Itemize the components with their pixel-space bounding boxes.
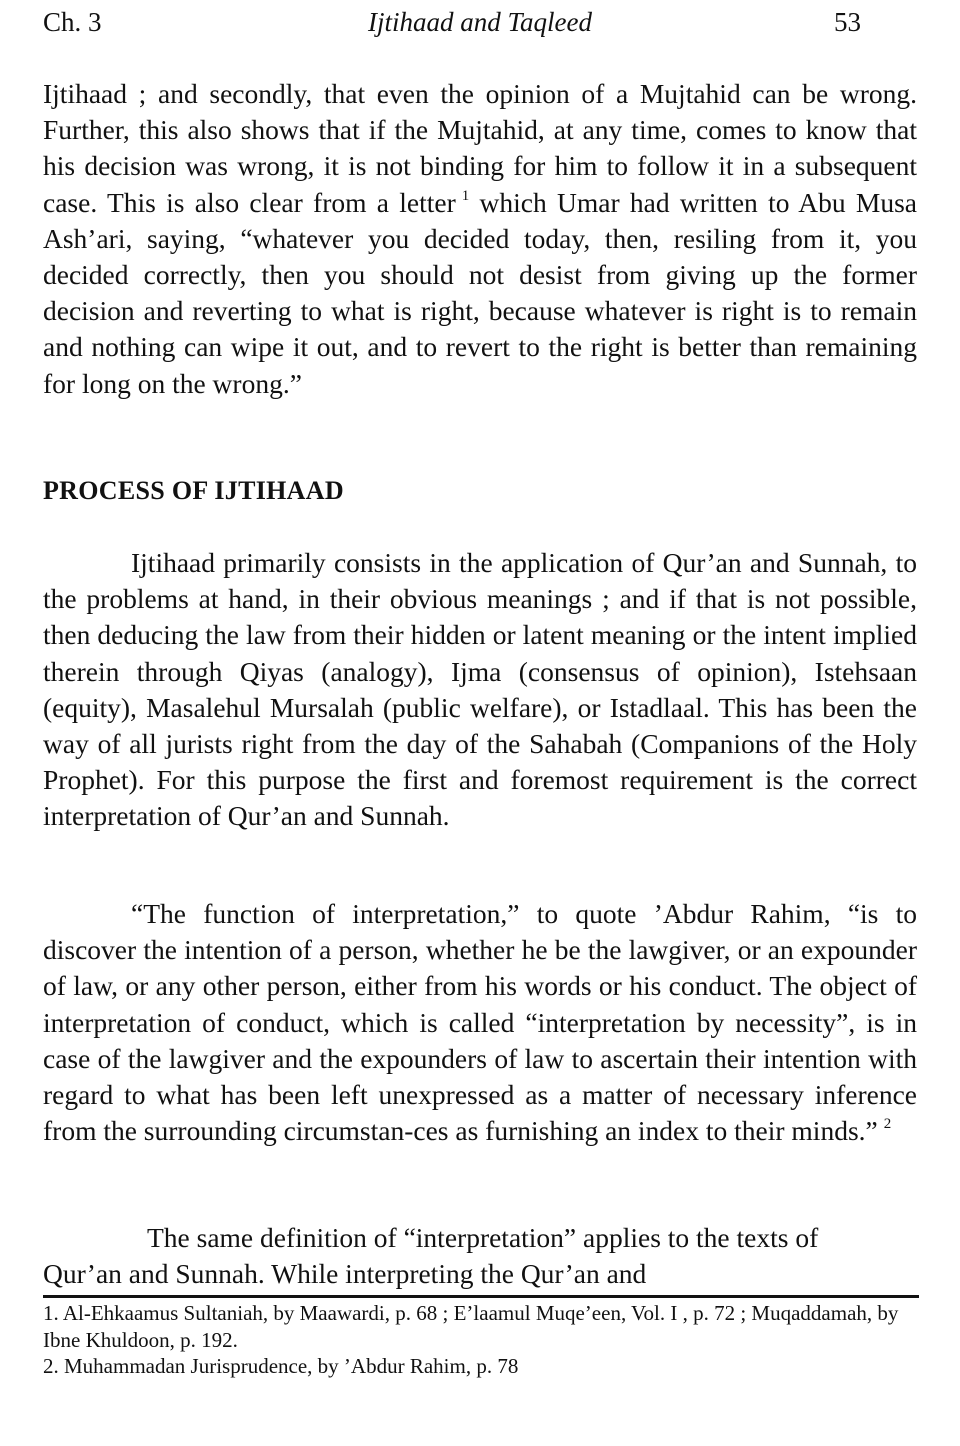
footnote-2: 2. Muhammadan Jurisprudence, by ’Abdur Rahim, p. 78 xyxy=(43,1354,519,1378)
page-number: 53 xyxy=(834,7,861,37)
footnote-1: 1. Al-Ehkaamus Sultaniah, by Maawardi, p. 68 ; E’laamul Muqe’een, Vol. I , p. 72 ; Muqaddamah, by Ibne Khuldoon, p. 192. xyxy=(43,1301,899,1352)
running-header xyxy=(43,4,917,40)
footnote-ref-2[interactable]: 2 xyxy=(883,1116,892,1133)
paragraph-line-1: The same definition of “interpretation” applies to the texts of xyxy=(147,1222,819,1253)
paragraph-line-2: Qur’an and Sunnah. While interpreting the Qur’an and xyxy=(43,1258,647,1290)
paragraph-process: Ijtihaad primarily consists in the application of Qur’an and Sunnah, to the problems at hand, in their obvious meanings ; and if that is not possible, then deducing the law from their hidden or latent meaning or the intent implied therein through Qiyas (analogy), Ijma (consensus of opinion), Istehsaan (equity), Masalehul Mursalah (public welfare), or Istadlaal. This has been the way of all jurists right from the day of the Sahabah (Companions of the Holy Prophet). For this purpose the first and foremost requirement is the correct interpretation of Qur’an and Sunnah. xyxy=(43,547,917,832)
chapter-label: Ch. 3 xyxy=(43,7,102,37)
running-title: Ijtihaad and Taqleed xyxy=(367,7,592,37)
footnote-divider xyxy=(43,1295,919,1298)
paragraph-text-continued: which Umar had written to Abu Musa Ash’ari, saying, “whatever you decided today, then, resiling from it, you decided correctly, then you should not desist from giving up the former decision and reverting to what is right, because whatever is right is to remain and nothing can wipe it out, and to revert to the right is better than remaining for long on the wrong.” xyxy=(43,186,917,399)
paragraph-text: Ijtihaad ; and secondly, that even the opinion of a Mujtahid can be wrong. Further, this also shows that if the Mujtahid, at any time, comes to know that his decision was wrong, it is not binding for him to follow it in a subsequent case. This is also clear from a letter xyxy=(43,78,917,218)
footnote-ref-1[interactable]: 1 xyxy=(461,187,470,204)
section-heading: PROCESS OF IJTIHAAD xyxy=(43,476,344,505)
paragraph-interpretation-quote xyxy=(43,896,917,1149)
paragraph-definition xyxy=(43,1220,917,1292)
quote-text: “The function of interpretation,” to quote ’Abdur Rahim, “is to discover the intention of a person, whether he be the lawgiver, or an expounder of law, or any other person, either from his words or his conduct. The object of interpretation of conduct, which is called “interpretation by necessity”, is in case of the lawgiver and the expounders of law to ascertain their intention with regard to what has been left unexpressed as a matter of necessary inference from the surrounding circumstan-ces as furnishing an index to their minds.” xyxy=(43,898,917,1147)
paragraph-continuation xyxy=(43,76,917,402)
footnotes xyxy=(43,1300,917,1380)
